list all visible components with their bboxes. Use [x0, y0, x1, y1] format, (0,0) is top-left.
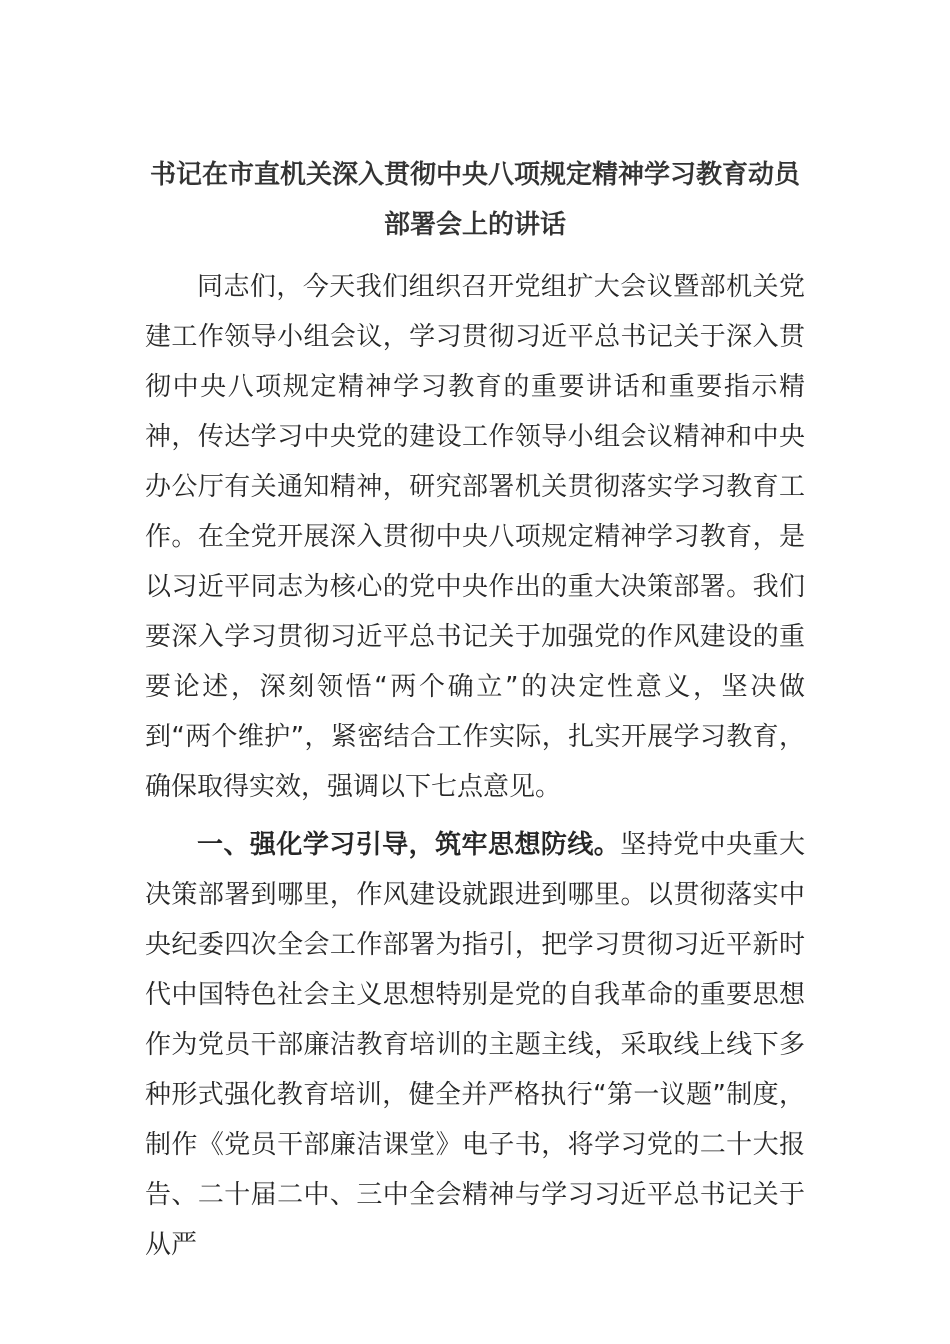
paragraph-intro: [145, 262, 805, 812]
document-title: 书记在市直机关深入贯彻中央八项规定精神学习教育动员部署会上的讲话: [149, 160, 800, 240]
paragraph-section-one: [145, 820, 805, 1270]
paragraph-text: 坚持党中央重大决策部署到哪里，作风建设就跟进到哪里。以贯彻落实中央纪委四次全会工作部署为指引，把学习贯彻习近平新时代中国特色社会主义思想特别是党的自我革命的重要思想作为党员干部廉洁教育培训的主题主线，采取线上线下多种形式强化教育培训，健全并严格执行“第一议题”制度，制作《党员干部廉洁课堂》电子书，将学习党的二十大报告、二十届二中、三中全会精神与学习习近平总书记关于从严: [145, 830, 805, 1260]
document-body: [145, 262, 805, 1270]
section-heading: 一、强化学习引导，筑牢思想防线。: [197, 830, 621, 860]
paragraph-text: 同志们，今天我们组织召开党组扩大会议暨部机关党建工作领导小组会议，学习贯彻习近平总书记关于深入贯彻中央八项规定精神学习教育的重要讲话和重要指示精神，传达学习中央党的建设工作领导小组会议精神和中央办公厅有关通知精神，研究部署机关贯彻落实学习教育工作。在全党开展深入贯彻中央八项规定精神学习教育，是以习近平同志为核心的党中央作出的重大决策部署。我们要深入学习贯彻习近平总书记关于加强党的作风建设的重要论述，深刻领悟“两个确立”的决定性意义，坚决做到“两个维护”，紧密结合工作实际，扎实开展学习教育，确保取得实效，强调以下七点意见。: [145, 272, 805, 802]
